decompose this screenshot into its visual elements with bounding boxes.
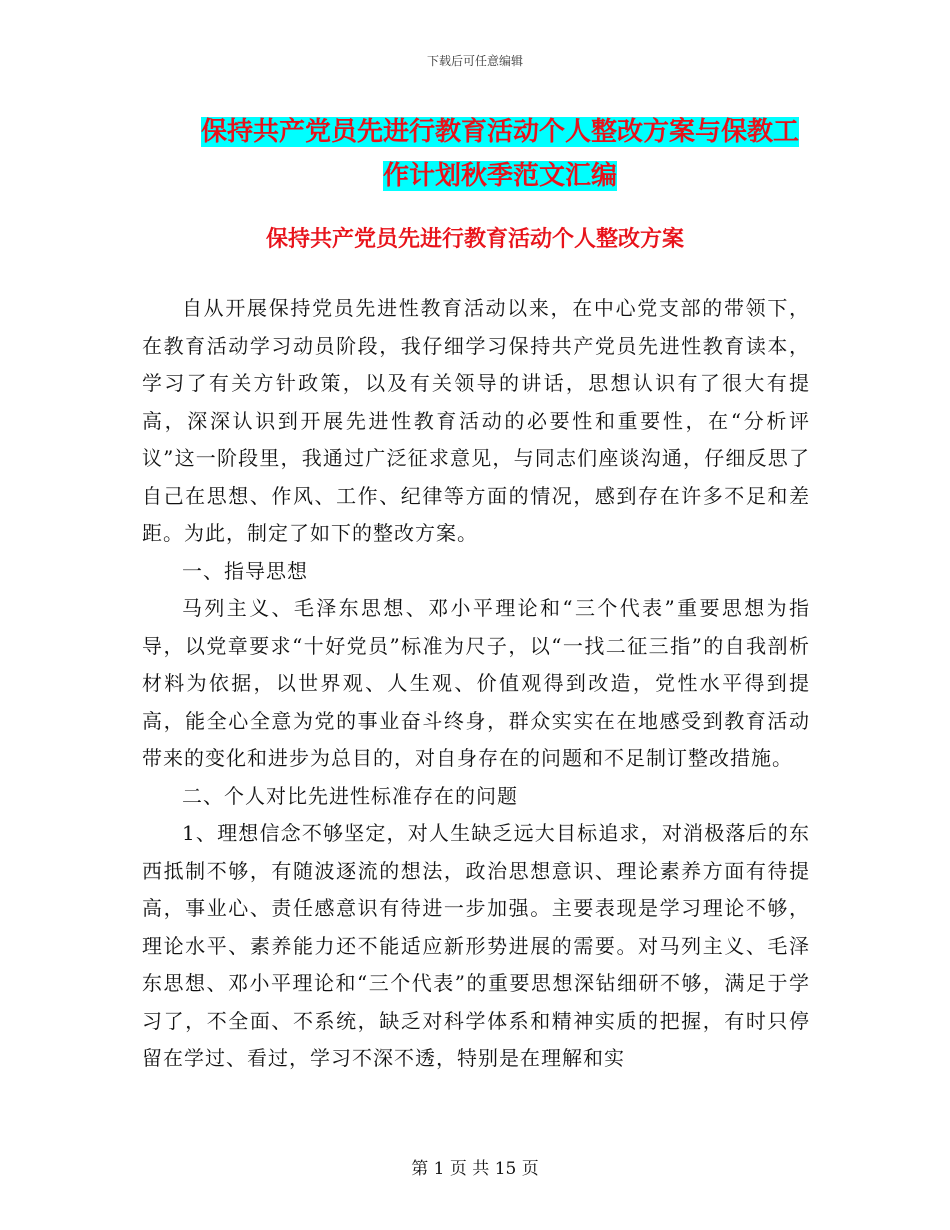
paragraph-problem-1: 1、理想信念不够坚定，对人生缺乏远大目标追求，对消极落后的东西抵制不够，有随波逐流的想法，政治思想意识、理论素养方面有待提高，事业心、责任感意识有待进一步加强。主要表现是学习理论不够，理论水平、素养能力还不能适应新形势进展的需要。对马列主义、毛泽东思想、邓小平理论和“三个代表”的重要思想深钻细研不够，满足于学习了，不全面、不系统，缺乏对科学体系和精神实质的把握，有时只停留在学过、看过，学习不深不透，特别是在理解和实: [142, 821, 810, 1070]
document-title: [140, 110, 860, 198]
section-title: 保持共产党员先进行教育活动个人整改方案: [265, 227, 684, 252]
header-note: 下载后可任意编辑: [426, 54, 523, 68]
paragraph-intro: 自从开展保持党员先进性教育活动以来，在中心党支部的带领下，在教育活动学习动员阶段，我仔细学习保持共产党员先进性教育读本，学习了有关方针政策，以及有关领导的讲话，思想认识有了很大有提高，深深认识到开展先进性教育活动的必要性和重要性，在“分析评议”这一阶段里，我通过广泛征求意见，与同志们座谈沟通，仔细反思了自己在思想、作风、工作、纪律等方面的情况，感到存在许多不足和差距。为此，制定了如下的整改方案。: [142, 296, 810, 545]
heading-problems: 二、个人对比先进性标准存在的问题: [182, 783, 518, 808]
paragraph-guiding-thought: 马列主义、毛泽东思想、邓小平理论和“三个代表”重要思想为指导，以党章要求“十好党员”标准为尺子，以“一找二征三指”的自我剖析材料为依据，以世界观、人生观、价值观得到改造，党性水平得到提高，能全心全意为党的事业奋斗终身，群众实实在在地感受到教育活动带来的变化和进步为总目的，对自身存在的问题和不足制订整改措施。: [142, 596, 810, 770]
page-footer: 第 1 页 共 15 页: [411, 1159, 539, 1179]
document-title-line-1: 保持共产党员先进行教育活动个人整改方案与保教工: [200, 117, 799, 147]
body-text: [142, 290, 810, 1078]
heading-guiding-thought: 一、指导思想: [182, 558, 308, 583]
document-title-line-2: 作计划秋季范文汇编: [382, 161, 617, 191]
